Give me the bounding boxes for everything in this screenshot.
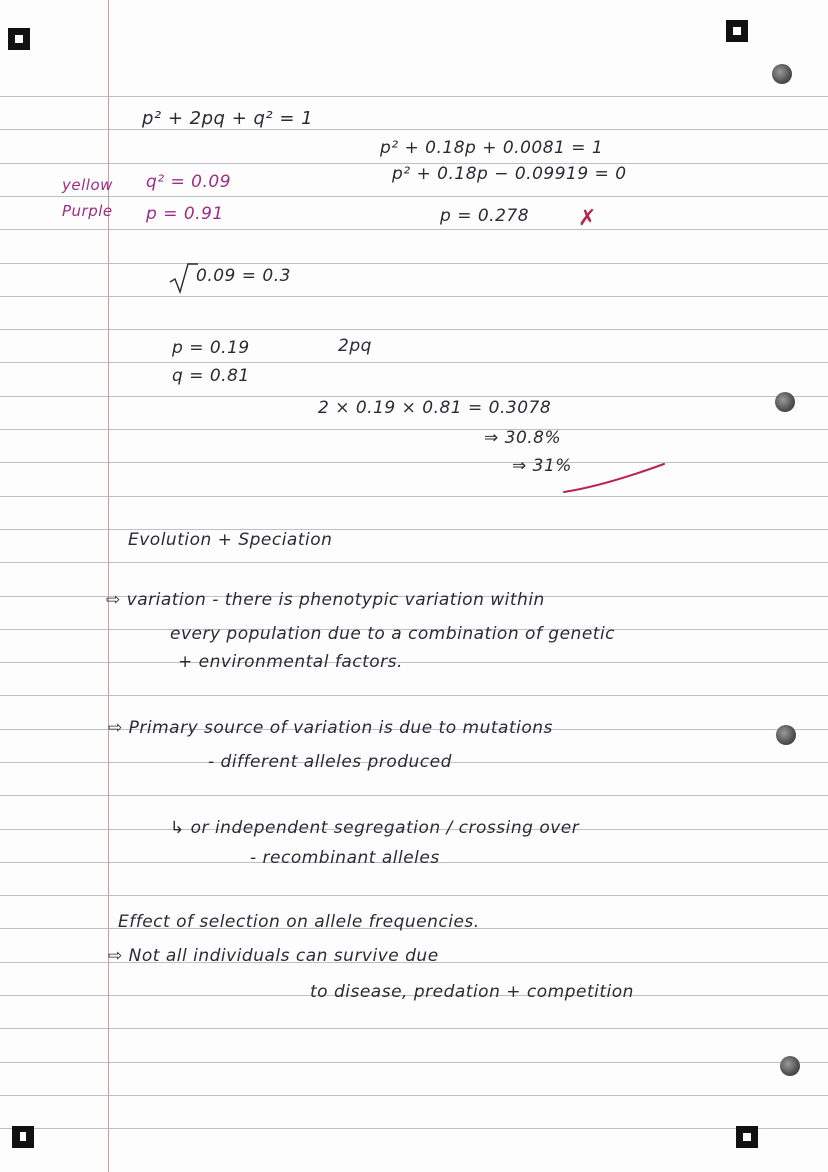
bullet-4-line-2: to disease, predation + competition bbox=[310, 982, 634, 1002]
attempt-line-3: p = 0.278 bbox=[440, 206, 530, 226]
ruled-line bbox=[0, 1028, 828, 1029]
bullet-2-line-2: - different alleles produced bbox=[208, 752, 452, 772]
ruled-line bbox=[0, 462, 828, 463]
section-heading: Evolution + Speciation bbox=[128, 530, 333, 550]
q-value: q = 0.81 bbox=[172, 366, 250, 386]
punch-hole bbox=[772, 64, 792, 84]
bullet-4-line-1: ⇨ Not all individuals can survive due bbox=[108, 946, 439, 966]
ruled-line bbox=[0, 1062, 828, 1063]
ruled-line bbox=[0, 396, 828, 397]
ruled-line bbox=[0, 229, 828, 230]
p-value: p = 0.19 bbox=[172, 338, 250, 358]
ruled-line bbox=[0, 1128, 828, 1129]
ruled-line bbox=[0, 263, 828, 264]
cross-mark: ✗ bbox=[578, 206, 597, 231]
ruled-line bbox=[0, 429, 828, 430]
ruled-line bbox=[0, 562, 828, 563]
ruled-line bbox=[0, 329, 828, 330]
result-rounded: ⇒ 31% bbox=[512, 456, 572, 476]
ruled-line bbox=[0, 496, 828, 497]
ruled-line bbox=[0, 695, 828, 696]
ruled-line bbox=[0, 296, 828, 297]
purple-value: p = 0.91 bbox=[146, 204, 224, 224]
two-pq: 2pq bbox=[338, 336, 372, 356]
bullet-2-line-1: ⇨ Primary source of variation is due to mutations bbox=[108, 718, 553, 738]
yellow-value: q² = 0.09 bbox=[146, 172, 232, 192]
bullet-1-line-2: every population due to a combination of genetic bbox=[170, 624, 616, 644]
check-tick-icon bbox=[560, 460, 670, 496]
bullet-3-line-1: ↳ or independent segregation / crossing over bbox=[170, 818, 580, 838]
sqrt-line: 0.09 = 0.3 bbox=[196, 266, 291, 286]
punch-hole bbox=[775, 392, 795, 412]
attempt-line-1: p² + 0.18p + 0.0081 = 1 bbox=[380, 138, 604, 158]
ruled-line bbox=[0, 1095, 828, 1096]
ruled-line bbox=[0, 895, 828, 896]
punch-hole bbox=[780, 1056, 800, 1076]
square-root-icon bbox=[168, 262, 198, 294]
ruled-line bbox=[0, 795, 828, 796]
punch-hole bbox=[776, 725, 796, 745]
result-percent: ⇒ 30.8% bbox=[484, 428, 562, 448]
corner-marker-bottom-left bbox=[12, 1126, 34, 1148]
ruled-line bbox=[0, 362, 828, 363]
ruled-line bbox=[0, 96, 828, 97]
ruled-line bbox=[0, 196, 828, 197]
corner-marker-bottom-right bbox=[736, 1126, 758, 1148]
attempt-line-2: p² + 0.18p − 0.09919 = 0 bbox=[392, 164, 627, 184]
corner-marker-top-right bbox=[726, 20, 748, 42]
equation: p² + 2pq + q² = 1 bbox=[142, 108, 314, 129]
calc-line: 2 × 0.19 × 0.81 = 0.3078 bbox=[318, 398, 552, 418]
ruled-line bbox=[0, 529, 828, 530]
bullet-1-line-1: ⇨ variation - there is phenotypic variation within bbox=[106, 590, 545, 610]
ruled-line bbox=[0, 662, 828, 663]
bullet-1-line-3: + environmental factors. bbox=[178, 652, 403, 672]
bullet-3-line-2: - recombinant alleles bbox=[250, 848, 440, 868]
purple-label: Purple bbox=[62, 202, 113, 220]
corner-marker-top-left bbox=[8, 28, 30, 50]
yellow-label: yellow bbox=[62, 176, 113, 194]
ruled-line bbox=[0, 129, 828, 130]
section-heading-2: Effect of selection on allele frequencies. bbox=[118, 912, 480, 932]
